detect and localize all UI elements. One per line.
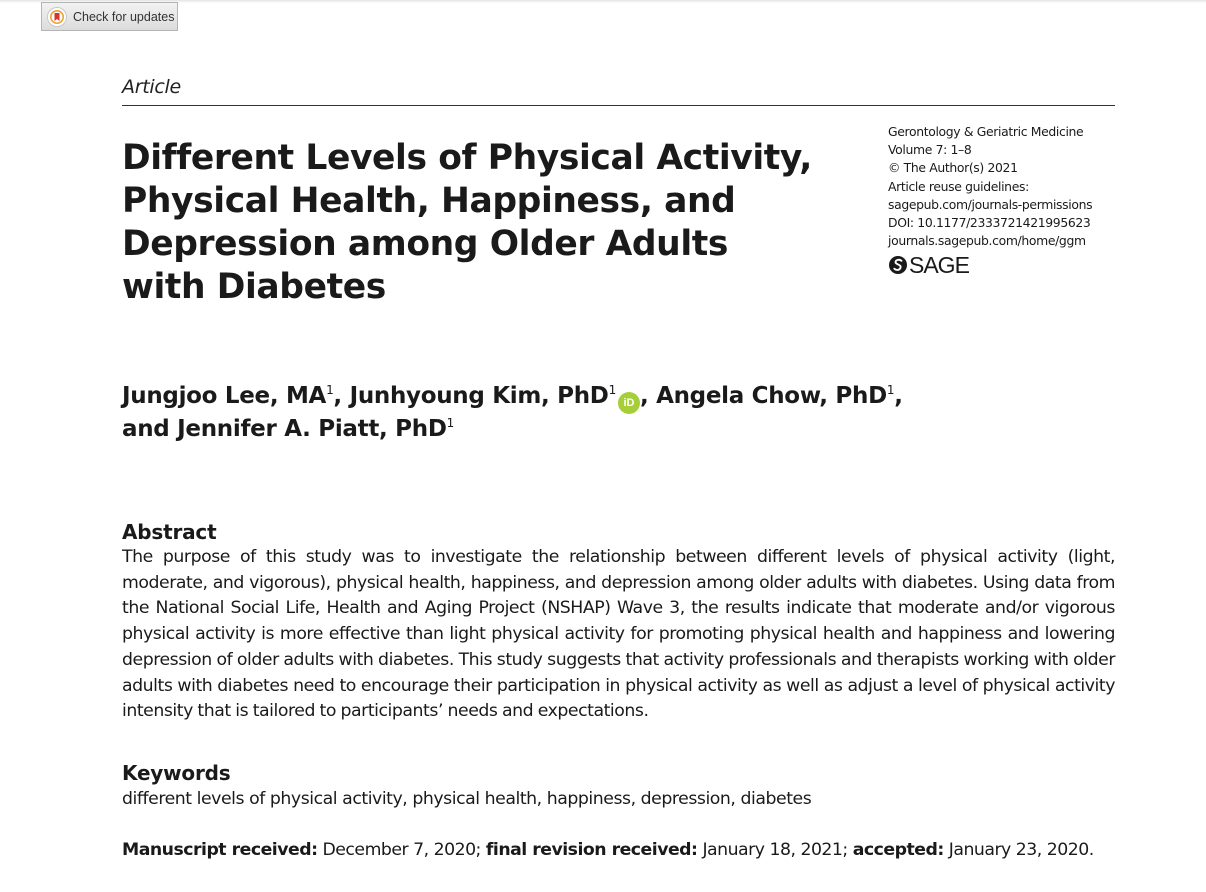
keywords-text: different levels of physical activity, physical health, happiness, depression, diabetes (122, 789, 812, 809)
author-name: Angela Chow, PhD (656, 383, 887, 409)
affiliation-mark: 1 (886, 383, 895, 397)
abstract-text: The purpose of this study was to investigate the relationship between different levels of physical activity (light, moderate, and vigorous), physical health, happiness, and depression among older adults with diabetes. Using data from the National Social Life, Health and Aging Project (NSHAP) Wave 3, the results indicate that moderate and/or vigorous physical activity is more effective than light physical activity for promoting physical health and happiness and lowering depression of older adults with diabetes. This study suggests that activity professionals and therapists working with older adults with diabetes need to encourage their participation in physical activity as well as adjust a level of physical activity intensity that is tailored to participants’ needs and expectations. (122, 547, 1115, 722)
doi-link[interactable]: DOI: 10.1177/2333721421995623 (888, 215, 1091, 231)
article-type-label: Article (122, 76, 181, 98)
affiliation-mark: 1 (446, 416, 454, 430)
manuscript-dates (122, 837, 1094, 863)
journal-info (888, 123, 1118, 278)
accepted-label: accepted: (852, 840, 944, 860)
author-list (122, 381, 922, 444)
author-name: Jennifer A. Piatt, PhD (177, 416, 447, 442)
top-shadow (0, 0, 1206, 3)
header-divider (122, 105, 1115, 106)
abstract-heading: Abstract (122, 520, 217, 544)
journal-name: Gerontology & Geriatric Medicine (888, 124, 1084, 139)
paper-title: Different Levels of Physical Activity, Physical Health, Happiness, and Depression among Older Adults with Diabetes (122, 138, 812, 307)
affiliation-mark: 1 (608, 383, 616, 397)
author-name: Junhyoung Kim, PhD (349, 383, 609, 409)
received-label: Manuscript received: (122, 840, 318, 860)
check-for-updates-button[interactable] (41, 2, 178, 31)
revision-date: January 18, 2021; (697, 840, 853, 860)
orcid-icon[interactable]: iD (618, 392, 640, 414)
accepted-date: January 23, 2020. (943, 840, 1094, 860)
sage-logo (888, 252, 1118, 278)
author-separator: , (894, 383, 903, 409)
journal-home-link[interactable]: journals.sagepub.com/home/ggm (888, 233, 1086, 249)
bookmark-update-icon (47, 7, 67, 27)
sage-logo-text: SAGE (909, 252, 969, 279)
reuse-guidelines-label: Article reuse guidelines: (888, 178, 1029, 194)
journal-volume: Volume 7: 1–8 (888, 142, 972, 158)
copyright-notice: © The Author(s) 2021 (888, 160, 1018, 176)
author-conjunction: and (122, 416, 178, 442)
sage-logo-icon (888, 254, 908, 276)
check-for-updates-label: Check for updates (73, 9, 175, 24)
author-name: Jungjoo Lee, MA (122, 383, 327, 409)
keywords-heading: Keywords (122, 761, 231, 785)
affiliation-mark: 1 (326, 383, 334, 397)
author-separator: , (333, 383, 350, 409)
author-separator: , (639, 383, 657, 409)
permissions-link[interactable]: sagepub.com/journals-permissions (888, 196, 1093, 212)
revision-label: final revision received: (485, 840, 698, 860)
received-date: December 7, 2020; (317, 840, 486, 860)
